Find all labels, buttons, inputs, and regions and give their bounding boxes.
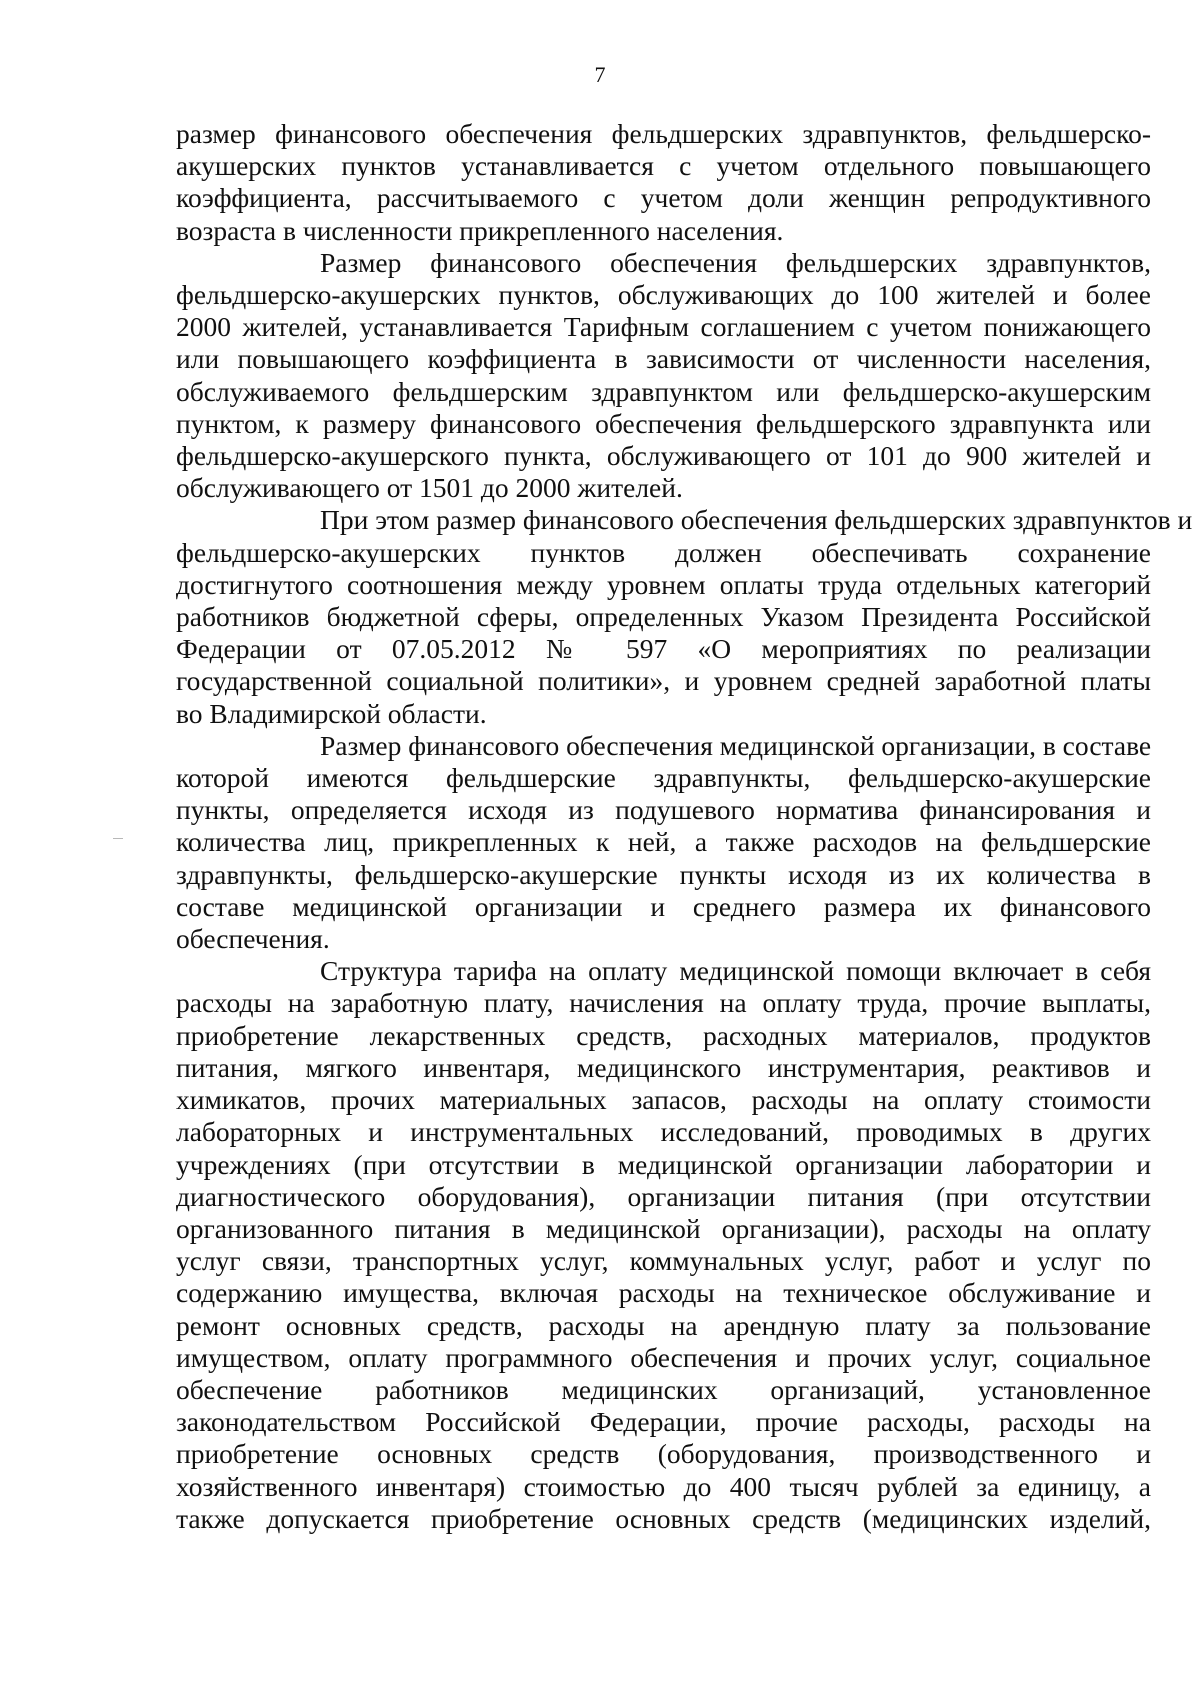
text-line: во Владимирской области. <box>176 697 487 729</box>
text-line: Федерации от 07.05.2012 № 597 «О мероприятиях по реализации <box>176 633 1151 665</box>
text-line: количества лиц, прикрепленных к ней, а также расходов на фельдшерские <box>176 826 1151 858</box>
text-line: возраста в численности прикрепленного населения. <box>176 214 784 246</box>
text-line: которой имеются фельдшерские здравпункты, фельдшерско-акушерские <box>176 762 1151 794</box>
text-line: организованного питания в медицинской организации), расходы на оплату <box>176 1212 1151 1244</box>
text-line: приобретение основных средств (оборудования, производственного и <box>176 1438 1151 1470</box>
text-line: диагностического оборудования), организации питания (при отсутствии <box>176 1180 1151 1212</box>
text-line: 2000 жителей, устанавливается Тарифным соглашением с учетом понижающего <box>176 311 1151 343</box>
text-line: работников бюджетной сферы, определенных Указом Президента Российской <box>176 601 1151 633</box>
text-line: расходы на заработную плату, начисления на оплату труда, прочие выплаты, <box>176 987 1151 1019</box>
text-line: химикатов, прочих материальных запасов, расходы на оплату стоимости <box>176 1084 1151 1116</box>
text-line: Размер финансового обеспечения медицинской организации, в составе <box>320 729 1152 761</box>
text-line: учреждениях (при отсутствии в медицинской организации лаборатории и <box>176 1148 1151 1180</box>
text-line: также допускается приобретение основных средств (медицинских изделий, <box>176 1502 1151 1534</box>
text-line: питания, мягкого инвентаря, медицинского инструментария, реактивов и <box>176 1051 1151 1083</box>
scan-artifact-mark <box>113 838 123 839</box>
text-line: содержанию имущества, включая расходы на техническое обслуживание и <box>176 1277 1151 1309</box>
text-line: имуществом, оплату программного обеспечения и прочих услуг, социальное <box>176 1341 1151 1373</box>
paragraph <box>176 118 1151 247</box>
text-line: фельдшерско-акушерских пунктов должен обеспечивать сохранение <box>176 536 1151 568</box>
text-line: законодательством Российской Федерации, прочие расходы, расходы на <box>176 1406 1151 1438</box>
text-line: Размер финансового обеспечения фельдшерских здравпунктов, <box>320 246 1151 278</box>
page-number: 7 <box>594 62 606 87</box>
text-line: обеспечение работников медицинских организаций, установленное <box>176 1373 1151 1405</box>
text-line: лабораторных и инструментальных исследований, проводимых в других <box>176 1116 1151 1148</box>
document-body <box>176 118 1193 1535</box>
text-line: пунктом, к размеру финансового обеспечения фельдшерского здравпункта или <box>176 407 1151 439</box>
text-line: Структура тарифа на оплату медицинской помощи включает в себя <box>320 955 1151 987</box>
text-line: государственной социальной политики», и уровнем средней заработной платы <box>176 665 1151 697</box>
text-line: обслуживаемого фельдшерским здравпунктом или фельдшерско-акушерским <box>176 375 1151 407</box>
text-line: или повышающего коэффициента в зависимости от численности населения, <box>176 343 1151 375</box>
text-line: ремонт основных средств, расходы на арендную плату за пользование <box>176 1309 1151 1341</box>
text-line: акушерских пунктов устанавливается с учетом отдельного повышающего <box>176 150 1151 182</box>
text-line: коэффициента, рассчитываемого с учетом доли женщин репродуктивного <box>176 182 1151 214</box>
text-line: При этом размер финансового обеспечения фельдшерских здравпунктов и <box>320 504 1193 536</box>
text-line: составе медицинской организации и среднего размера их финансового <box>176 890 1151 922</box>
text-line: приобретение лекарственных средств, расходных материалов, продуктов <box>176 1019 1151 1051</box>
text-line: услуг связи, транспортных услуг, коммунальных услуг, работ и услуг по <box>176 1245 1151 1277</box>
paragraph <box>176 730 1151 955</box>
text-line: достигнутого соотношения между уровнем оплаты труда отдельных категорий <box>176 568 1151 600</box>
paragraph <box>176 955 1151 1535</box>
text-line: размер финансового обеспечения фельдшерских здравпунктов, фельдшерско- <box>176 118 1151 149</box>
paragraph <box>176 504 1193 729</box>
text-line: здравпункты, фельдшерско-акушерские пункты исходя из их количества в <box>176 858 1151 890</box>
text-line: обеспечения. <box>176 923 330 955</box>
text-line: хозяйственного инвентаря) стоимостью до 400 тысяч рублей за единицу, а <box>176 1470 1151 1502</box>
text-line: пункты, определяется исходя из подушевого норматива финансирования и <box>176 794 1151 826</box>
text-line: обслуживающего от 1501 до 2000 жителей. <box>176 472 683 504</box>
text-line: фельдшерско-акушерского пункта, обслуживающего от 101 до 900 жителей и <box>176 440 1151 472</box>
paragraph <box>176 247 1151 505</box>
text-line: фельдшерско-акушерских пунктов, обслуживающих до 100 жителей и более <box>176 279 1151 311</box>
